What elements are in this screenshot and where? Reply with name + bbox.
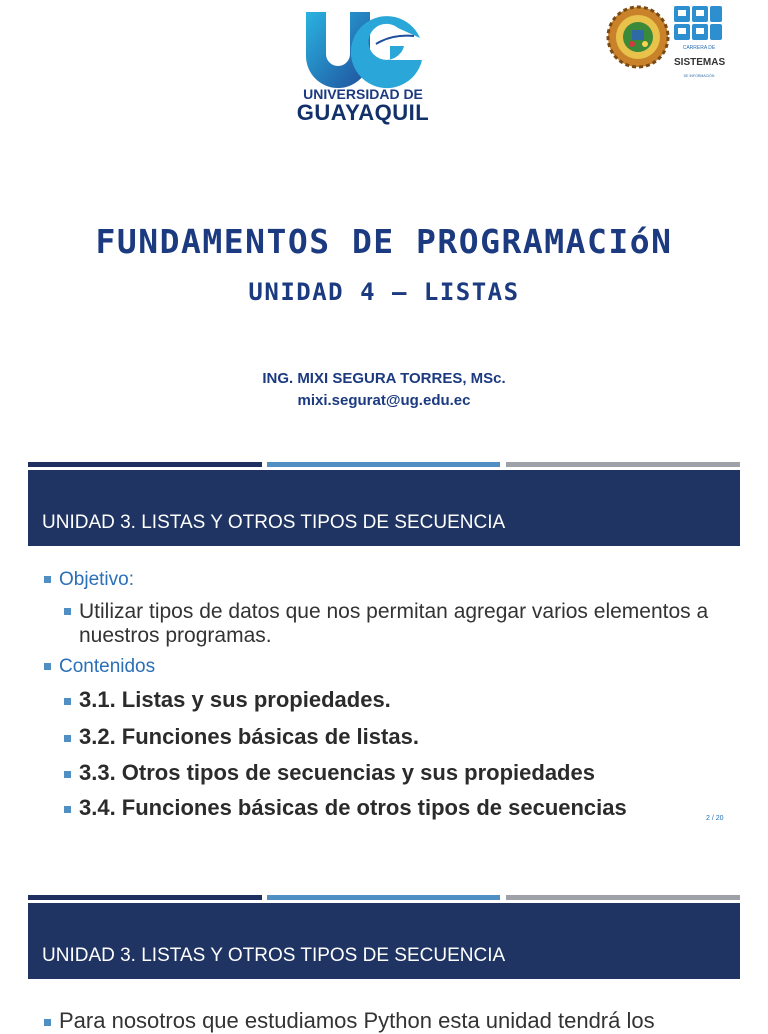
objetivo-text: Utilizar tipos de datos que nos permitan agregar varios elementos a nuestros programas. — [79, 600, 709, 647]
bullet-icon — [64, 806, 71, 813]
bullet-icon — [64, 608, 71, 615]
presentation-title: FUNDAMENTOS DE PROGRAMACIóN — [95, 222, 673, 261]
contenido-text: 3.2. Funciones básicas de listas. — [79, 724, 419, 749]
ug-logo — [292, 10, 434, 125]
slide3-header-bar — [28, 903, 740, 979]
slide3-body-text: Para nosotros que estudiamos Python esta unidad tendrá los — [59, 1008, 655, 1033]
bullet-icon — [44, 1019, 51, 1026]
contenidos-label: Contenidos — [59, 656, 156, 677]
ug-logo-mark-icon — [302, 10, 424, 90]
divider-segment-light — [267, 462, 500, 467]
contenido-text: 3.3. Otros tipos de secuencias y sus propiedades — [79, 760, 595, 785]
author-block — [0, 368, 768, 412]
divider-segment-dark — [28, 895, 262, 900]
bullet-icon — [64, 735, 71, 742]
presentation-subtitle: UNIDAD 4 – LISTAS — [248, 278, 520, 306]
divider-segment-gray — [506, 462, 740, 467]
ug-name-line2: GUAYAQUIL — [296, 100, 430, 125]
contenido-text: 3.1. Listas y sus propiedades. — [79, 687, 391, 712]
carrera-label — [674, 46, 724, 79]
slide3-body-item — [44, 1008, 655, 1034]
objetivo-text-item — [64, 600, 734, 648]
slide3-header-title: UNIDAD 3. LISTAS Y OTROS TIPOS DE SECUENCIA — [42, 945, 506, 966]
slide2-divider — [28, 462, 740, 467]
contenido-item — [64, 795, 627, 821]
contenido-text: 3.4. Funciones básicas de otros tipos de secuencias — [79, 795, 627, 820]
contenido-item — [64, 724, 419, 750]
contenidos-item — [44, 656, 155, 678]
bullet-icon — [64, 771, 71, 778]
ug-name-line1: UNIVERSIDAD DE — [303, 86, 423, 102]
slide3-divider — [28, 895, 740, 900]
carrera-line2: SISTEMAS — [674, 57, 726, 68]
objetivo-label: Objetivo: — [59, 569, 134, 590]
author-name: ING. MIXI SEGURA TORRES, MSc. — [262, 370, 506, 387]
divider-segment-dark — [28, 462, 262, 467]
author-email[interactable]: mixi.segurat@ug.edu.ec — [297, 392, 471, 409]
slide2-header-bar — [28, 470, 740, 546]
carrera-logo — [606, 4, 726, 78]
contenido-item — [64, 687, 391, 713]
bullet-icon — [44, 663, 51, 670]
contenido-item — [64, 760, 595, 786]
divider-segment-gray — [506, 895, 740, 900]
bullet-icon — [44, 576, 51, 583]
objetivo-item — [44, 569, 134, 591]
carrera-line1: CARRERA DE — [682, 45, 716, 51]
carrera-line3: DE INFORMACIÓN — [683, 74, 715, 78]
page-number: 2 / 20 — [706, 815, 724, 822]
bullet-icon — [64, 698, 71, 705]
slide2-header-title: UNIDAD 3. LISTAS Y OTROS TIPOS DE SECUENCIA — [42, 512, 506, 533]
divider-segment-light — [267, 895, 500, 900]
